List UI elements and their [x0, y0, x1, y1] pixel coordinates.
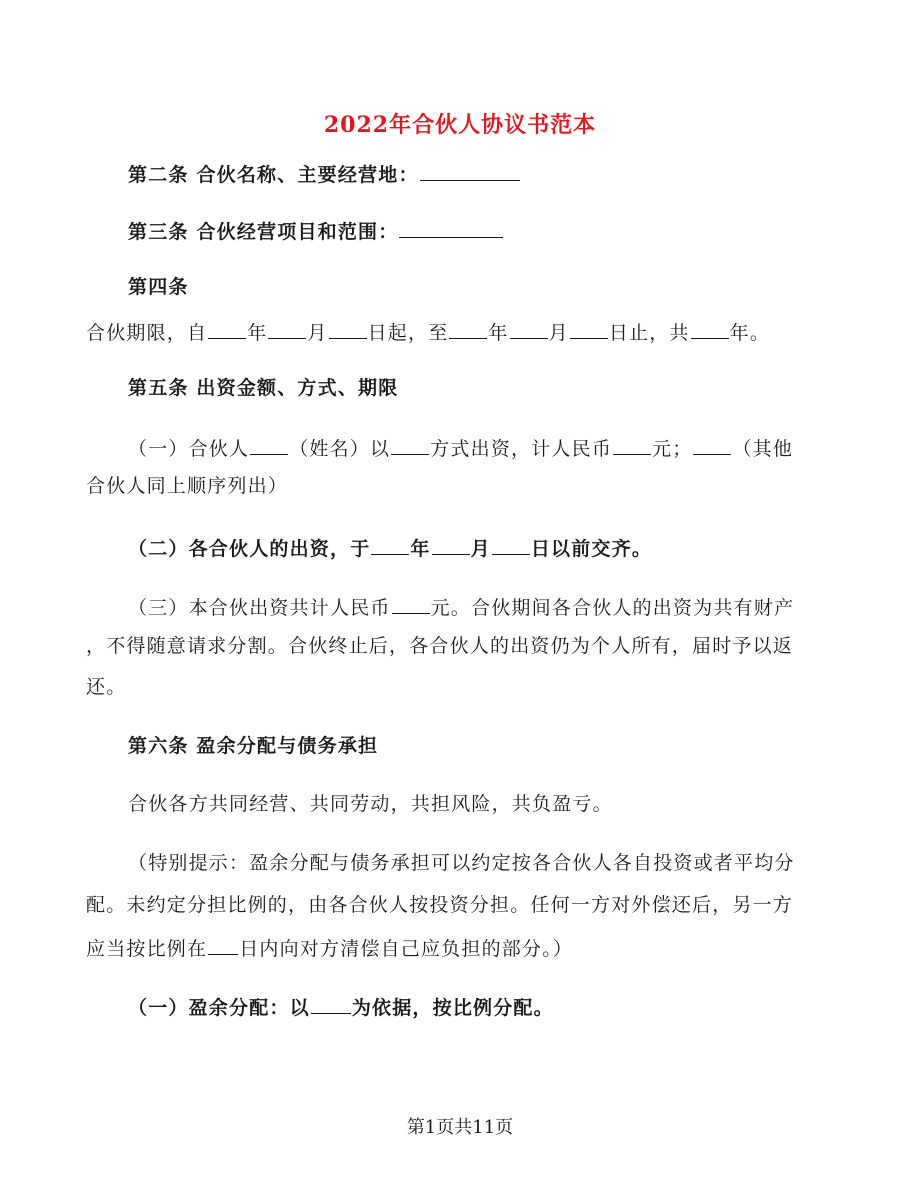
special-note-line-3: 应当按比例在 日内向对方清偿自己应负担的部分。）	[86, 934, 836, 961]
article-5-para-2: （二）各合伙人的出资，于 年 月 日以前交齐。	[128, 534, 836, 561]
fill-blank[interactable]	[449, 318, 487, 339]
page-footer: 第1页共11页	[406, 1117, 514, 1138]
article-text: 合伙名称、主要经营地：	[196, 164, 419, 186]
fill-blank[interactable]	[371, 534, 409, 555]
fill-blank[interactable]	[392, 593, 430, 614]
fill-blank[interactable]	[570, 318, 608, 339]
fill-blank[interactable]	[268, 318, 306, 339]
fill-blank[interactable]	[510, 318, 548, 339]
article-label: 第三条	[128, 221, 189, 243]
article-5-para-3-cont: ，不得随意请求分割。合伙终止后，各合伙人的出资仍为个人所有，届时予以返	[86, 635, 794, 657]
fill-blank[interactable]	[208, 318, 246, 339]
article-label: 第二条	[128, 164, 189, 186]
article-4-label: 第四条	[128, 276, 189, 298]
article-2	[128, 160, 836, 187]
article-5-para-3-end: 还。	[86, 676, 127, 698]
article-6-para-1: 合伙各方共同经营、共同劳动，共担风险，共负盈亏。	[128, 793, 613, 815]
article-6-para-profit: （一）盈余分配：以 为依据，按比例分配。	[128, 993, 836, 1020]
article-5-para-1-cont: 合伙人同上顺序列出）	[86, 475, 289, 497]
special-note-line-1: （特别提示：盈余分配与债务承担可以约定按各合伙人各自投资或者平均分	[128, 852, 795, 874]
article-5-label: 第五条 出资金额、方式、期限	[128, 377, 399, 399]
fill-blank[interactable]	[250, 434, 288, 455]
fill-blank[interactable]	[329, 318, 367, 339]
special-note-line-2: 配。未约定分担比例的，由各合伙人按投资分担。任何一方对外偿还后，另一方	[86, 894, 794, 916]
document-title: 2022年合伙人协议书范本	[323, 112, 597, 138]
fill-blank[interactable]	[492, 534, 530, 555]
article-5-para-1: （一）合伙人 （姓名）以 方式出资，计人民币 元； （其他	[128, 434, 836, 461]
fill-blank[interactable]	[432, 534, 470, 555]
article-text: 合伙经营项目和范围：	[196, 221, 399, 243]
fill-blank[interactable]	[208, 934, 238, 955]
fill-blank[interactable]	[691, 318, 729, 339]
article-4-term: 合伙期限，自 年 月 日起，至 年 月 日止，共 年。	[86, 318, 836, 345]
fill-blank[interactable]	[311, 993, 351, 1014]
article-3	[128, 217, 836, 244]
article-5-para-3: （三）本合伙出资共计人民币 元。合伙期间各合伙人的出资为共有财产	[128, 593, 836, 620]
fill-blank[interactable]	[391, 434, 429, 455]
article-6-label: 第六条 盈余分配与债务承担	[128, 735, 379, 757]
fill-blank[interactable]	[399, 217, 503, 238]
fill-blank[interactable]	[693, 434, 731, 455]
fill-blank[interactable]	[613, 434, 651, 455]
fill-blank[interactable]	[420, 160, 520, 181]
